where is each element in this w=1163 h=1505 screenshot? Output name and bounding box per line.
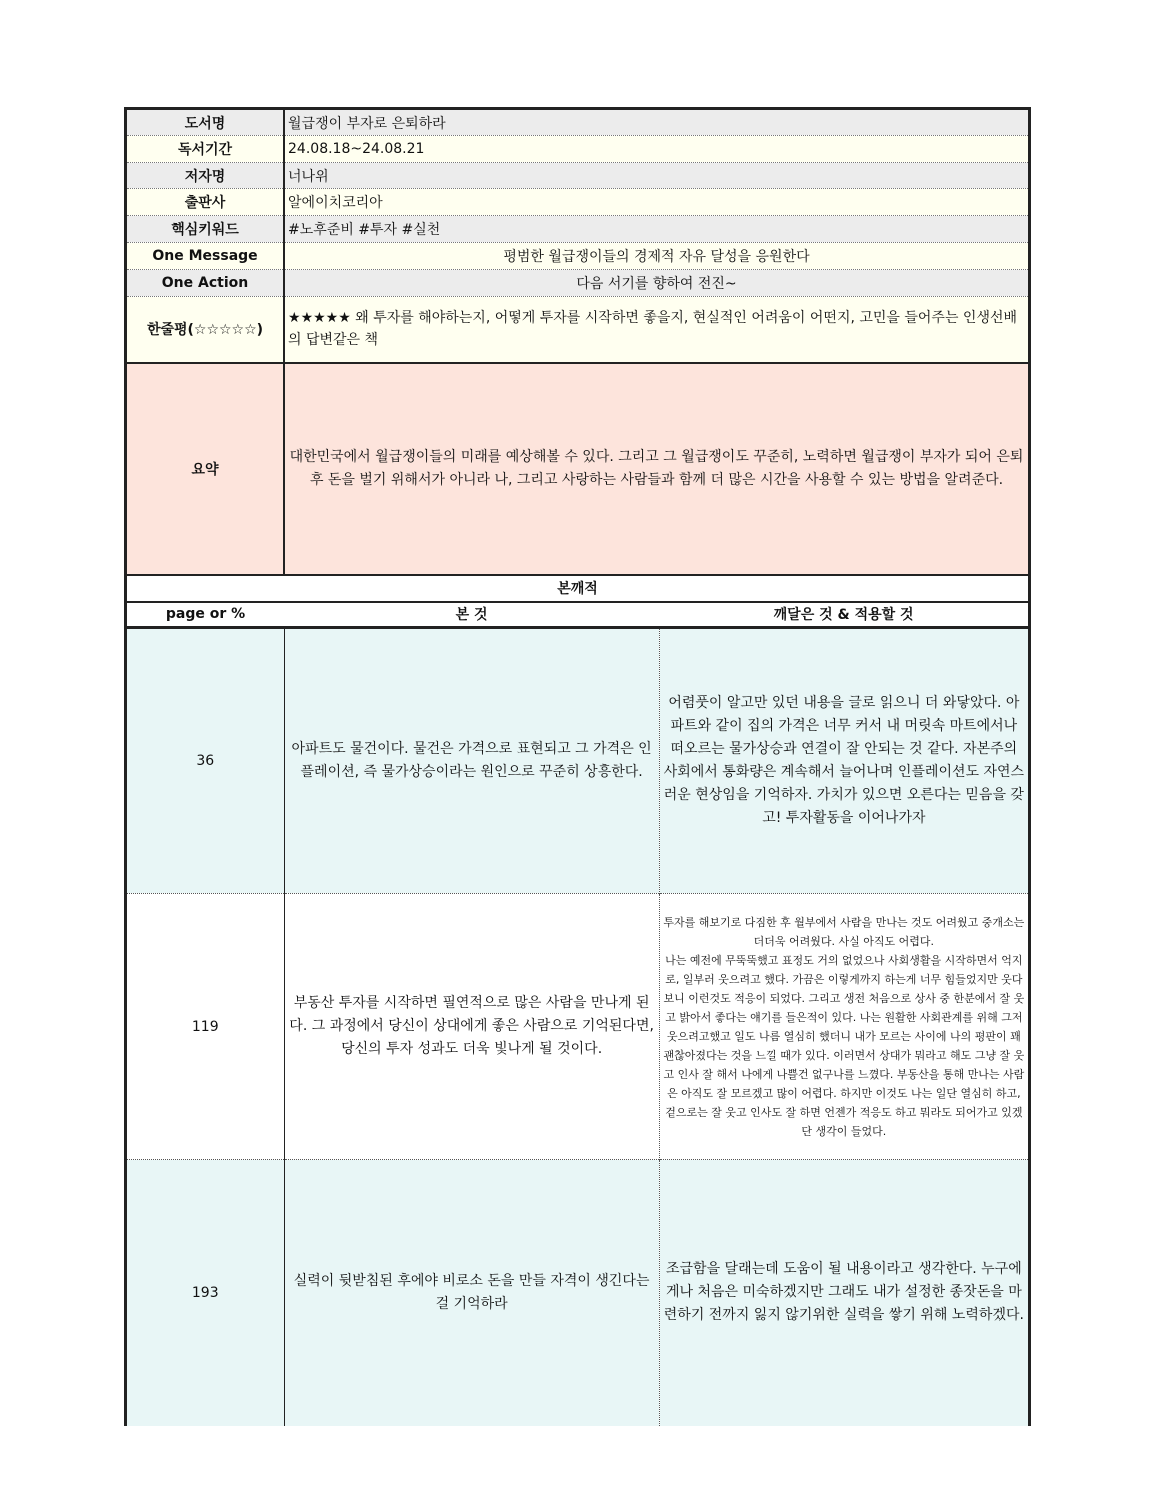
row-keywords bbox=[126, 216, 1030, 243]
row-title bbox=[126, 109, 1030, 136]
keywords-label: 핵심키워드 bbox=[126, 216, 285, 243]
author-label: 저자명 bbox=[126, 163, 285, 189]
note-page[interactable]: 193 bbox=[126, 1160, 285, 1426]
notes-title-row bbox=[126, 576, 1030, 602]
review-value[interactable]: ★★★★★ 왜 투자를 해야하는지, 어떻게 투자를 시작하면 좋을지, 현실적인 어려움이 어떤지, 고민을 들어주는 인생선배의 답변같은 책 bbox=[288, 310, 1018, 349]
row-period bbox=[126, 136, 1030, 163]
note-seen[interactable]: 아파트도 물건이다. 물건은 가격으로 표현되고 그 가격은 인플레이션, 즉 물가상승이라는 원인으로 꾸준히 상흥한다. bbox=[284, 628, 659, 894]
notes-section-title: 본깨적 bbox=[557, 581, 598, 597]
row-one-message bbox=[126, 243, 1030, 270]
publisher-value[interactable]: 알에이치코리아 bbox=[288, 195, 383, 211]
publisher-label: 출판사 bbox=[126, 189, 285, 216]
period-label: 독서기간 bbox=[126, 136, 285, 163]
note-seen[interactable]: 부동산 투자를 시작하면 필연적으로 많은 사람을 만나게 된다. 그 과정에서 당신이 상대에게 좋은 사람으로 기억된다면, 당신의 투자 성과도 더욱 빛나게 될 것이다. bbox=[284, 894, 659, 1160]
one-message-label: One Message bbox=[126, 243, 285, 270]
review-label: 한줄평(☆☆☆☆☆) bbox=[126, 297, 285, 363]
row-summary bbox=[126, 363, 1030, 575]
keywords-value[interactable]: #노후준비 #투자 #실천 bbox=[288, 222, 441, 238]
period-value[interactable]: 24.08.18~24.08.21 bbox=[288, 141, 425, 157]
one-message-value[interactable]: 평범한 월급쟁이들의 경제적 자유 달성을 응원한다 bbox=[503, 249, 810, 265]
note-learned[interactable]: 어렴풋이 알고만 있던 내용을 글로 읽으니 더 와닿았다. 아파트와 같이 집의 가격은 너무 커서 내 머릿속 마트에서나 떠오르는 물가상승과 연결이 잘 안되는 것 같다. 자본주의 사회에서 통화량은 계속해서 늘어나며 인플레이션도 자연스러운 현상임을 기억하자. 가치가 있으면 오른다는 믿음을 갖고! 투자활동을 이어나가자 bbox=[663, 695, 1025, 826]
summary-label: 요약 bbox=[126, 363, 285, 575]
note-row bbox=[126, 894, 1030, 1160]
title-value[interactable]: 월급쟁이 부자로 은퇴하라 bbox=[288, 115, 446, 132]
row-one-action bbox=[126, 270, 1030, 297]
book-info-table bbox=[124, 107, 1031, 576]
author-value[interactable]: 너나위 bbox=[288, 168, 329, 185]
one-action-value[interactable]: 다음 서기를 향하여 전진~ bbox=[576, 276, 737, 292]
note-page[interactable]: 119 bbox=[126, 894, 285, 1160]
row-review bbox=[126, 297, 1030, 363]
note-learned[interactable]: 조급함을 달래는데 도움이 될 내용이라고 생각한다. 누구에게나 처음은 미숙하겠지만 그래도 내가 설정한 종잣돈을 마련하기 전까지 잃지 않기위한 실력을 쌓기 위해 노력하겠다. bbox=[663, 1261, 1024, 1324]
note-page[interactable]: 36 bbox=[126, 628, 285, 894]
row-author bbox=[126, 163, 1030, 189]
col-header-learned: 깨달은 것 & 적용할 것 bbox=[773, 607, 914, 624]
title-label: 도서명 bbox=[126, 109, 285, 136]
note-row bbox=[126, 628, 1030, 894]
notes-table bbox=[124, 576, 1031, 1426]
note-learned[interactable]: 투자를 해보기로 다짐한 후 월부에서 사람을 만나는 것도 어려웠고 중개소는 더더욱 어려웠다. 사실 아직도 어렵다. 나는 예전에 무뚝뚝했고 표정도 거의 없었으나 사회생활을 시작하면서 억지로, 일부러 웃으려고 했다. 가끔은 이렇게까지 하는게 너무 힘들었지만 웃다보니 이런것도 적응이 되었다. 그리고 생전 처음으로 상사 중 한분에서 잘 웃고 밝아서 좋다는 얘기를 들은적이 있다. 나는 원활한 사회관계를 위해 그저 웃으려고했고 일도 나름 열심히 했더니 내가 모르는 사이에 나의 평판이 꽤 괜찮아졌다는 것을 느낄 때가 있다. 이러면서 상대가 뭐라고 해도 그냥 잘 웃고 인사 잘 해서 나에게 나쁠건 없구나를 느꼈다. 부동산을 통해 만나는 사람은 아직도 잘 모르겠고 많이 어렵다. 하지만 이것도 나는 일단 열심히 하고, 겉으로는 잘 웃고 인사도 잘 하면 언젠가 적응도 하고 뭐라도 되어가고 있겠단 생각이 들었다. bbox=[663, 915, 1025, 1138]
note-seen[interactable]: 실력이 뒷받침된 후에야 비로소 돈을 만들 자격이 생긴다는 걸 기억하라 bbox=[284, 1160, 659, 1426]
reading-note-sheet bbox=[124, 107, 1031, 1426]
one-action-label: One Action bbox=[126, 270, 285, 297]
row-publisher bbox=[126, 189, 1030, 216]
col-header-page: page or % bbox=[165, 606, 246, 623]
note-row bbox=[126, 1160, 1030, 1426]
summary-value[interactable]: 대한민국에서 월급쟁이들의 미래를 예상해볼 수 있다. 그리고 그 월급쟁이도 꾸준히, 노력하면 월급쟁이 부자가 되어 은퇴 후 돈을 벌기 위해서가 아니라 나, 그리고 사랑하는 사람들과 함께 더 많은 시간을 사용할 수 있는 방법을 알려준다. bbox=[289, 448, 1024, 488]
col-header-seen: 본 것 bbox=[455, 607, 488, 624]
notes-header-row bbox=[126, 602, 1030, 628]
